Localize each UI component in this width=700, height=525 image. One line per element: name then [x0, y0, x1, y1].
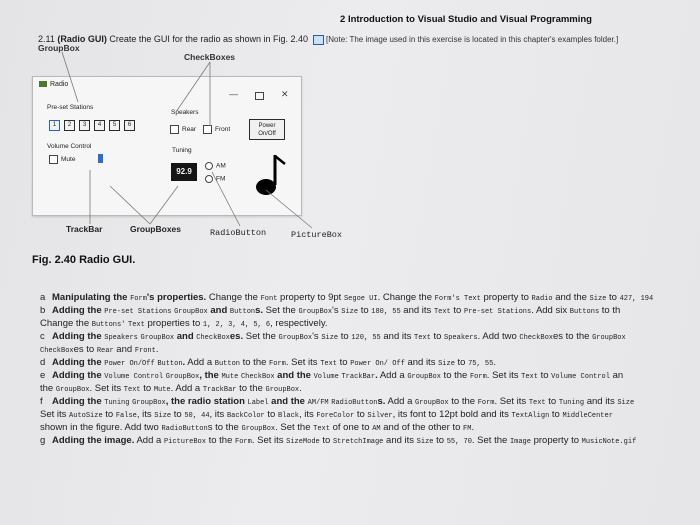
step-text-run: Size	[438, 360, 455, 368]
step-text-run: Front	[134, 347, 156, 355]
step-f-continued	[40, 422, 700, 435]
step-text-run: .	[375, 370, 378, 381]
fm-radio-dot[interactable]	[205, 175, 213, 183]
step-text-run: Tuning	[104, 399, 130, 407]
step-letter: e	[40, 370, 46, 381]
step-text-run: Power On/Off	[104, 360, 155, 368]
music-note-icon	[247, 151, 287, 197]
step-text-run: . Add six	[531, 305, 570, 316]
step-letter: f	[40, 396, 43, 407]
front-label: Front	[215, 126, 231, 134]
step-text-run: AM	[372, 425, 381, 433]
step-text-run: to	[102, 409, 116, 420]
step-text-run: Black	[277, 412, 299, 420]
step-text-run: Silver	[367, 412, 393, 420]
station-label: 92.9	[171, 163, 197, 181]
step-text-run: to	[430, 331, 445, 342]
step-text-run: es to the	[552, 331, 593, 342]
am-label: AM	[216, 162, 226, 170]
step-text-run: to the	[236, 383, 266, 394]
step-text-run: and of the other to	[380, 422, 464, 433]
step-text-run: s to the	[207, 422, 242, 433]
step-text-run: 's	[312, 331, 322, 342]
step-text-run: . Set its	[89, 383, 124, 394]
step-text-run: , the radio station	[165, 396, 248, 407]
step-text-run: .	[471, 422, 475, 433]
step-text-run: Manipulating the	[52, 292, 131, 303]
rear-checkbox[interactable]	[170, 125, 196, 134]
step-text-run: and its	[380, 331, 415, 342]
step-text-run: of one to	[329, 422, 373, 433]
step-text-run: Buttons'	[91, 321, 126, 329]
step-text-run: to	[450, 305, 464, 316]
caption-picturebox: PictureBox	[291, 230, 343, 240]
step-text-run: and the	[552, 292, 590, 303]
step-text-run: to	[606, 292, 620, 303]
front-checkbox[interactable]	[203, 125, 230, 134]
video-icon	[313, 35, 324, 45]
step-text-run: es to	[73, 344, 97, 355]
step-text-run: Size	[154, 412, 172, 420]
step-text-run: to	[549, 409, 563, 420]
step-text-run: 50, 44	[184, 412, 210, 420]
volume-control-title: Volume Control	[47, 143, 92, 150]
step-text-run: GroupBox	[278, 334, 313, 342]
step-text-run: . Set the	[471, 435, 510, 446]
step-text-run: CheckBox	[196, 334, 230, 342]
step-text-run: Button	[229, 308, 256, 316]
step-text-run: TrackBar	[341, 373, 376, 381]
step-text-run: Text	[313, 425, 330, 433]
volume-trackbar-thumb[interactable]	[98, 154, 103, 163]
step-text-run: and its	[400, 305, 434, 316]
step-text-run: GroupBox	[165, 373, 200, 381]
step-text-run: and	[174, 331, 197, 342]
tuning-groupbox	[169, 145, 249, 189]
step-text-run: . Set its	[285, 357, 321, 368]
step-text-run: s.	[255, 305, 264, 316]
step-text-run: Form	[269, 360, 286, 368]
step-text-run: to	[338, 331, 352, 342]
speakers-title: Speakers	[171, 109, 199, 116]
step-text-run: Text	[128, 321, 145, 329]
step-text-run: es.	[229, 331, 244, 342]
step-text-run: , its	[136, 409, 155, 420]
step-d	[40, 357, 700, 370]
step-text-run: GroupBox	[132, 399, 166, 407]
step-text-run: RadioButton	[161, 425, 208, 433]
step-text-run: FM	[463, 425, 472, 433]
step-text-run: 's	[332, 305, 342, 316]
step-text-run: to	[433, 435, 447, 446]
exercise-title: (Radio GUI)	[57, 34, 107, 44]
step-text-run: .	[299, 383, 302, 394]
step-text-run: to	[537, 370, 552, 381]
step-text-run: Form	[130, 295, 147, 303]
label-groupbox: GroupBox	[38, 43, 80, 53]
step-text-run: RadioButton	[331, 399, 378, 407]
step-text-run: Button	[157, 360, 183, 368]
mute-checkbox[interactable]	[49, 155, 75, 164]
step-text-run: Pre-set Stations	[104, 308, 172, 316]
step-text-run: property to 9pt	[277, 292, 344, 303]
step-text-run: shown in the figure. Add two	[40, 422, 162, 433]
step-text-run: Set its	[40, 409, 70, 420]
step-text-run: property to	[530, 435, 582, 446]
step-text-run: CheckBox	[40, 347, 74, 355]
step-f	[40, 396, 700, 409]
step-letter: c	[40, 331, 45, 342]
step-text-run: . Set its	[494, 396, 529, 407]
step-letter: g	[40, 435, 46, 446]
preset-button-6[interactable]: 6	[124, 120, 135, 131]
step-letter: b	[40, 305, 46, 316]
step-text-run: Volume Control	[104, 373, 164, 381]
step-text-run: 120, 55	[351, 334, 381, 342]
step-text-run: Adding the	[52, 305, 105, 316]
step-text-run: and	[113, 344, 135, 355]
minimize-button[interactable]: —	[229, 89, 238, 99]
step-g	[40, 435, 700, 448]
step-text-run: .	[493, 357, 496, 368]
step-text-run: Volume Control	[551, 373, 610, 381]
step-text-run: Adding the	[52, 331, 105, 342]
step-text-run: GroupBox	[407, 373, 441, 381]
preset-buttons	[49, 120, 135, 131]
step-text-run: 's properties.	[146, 292, 207, 303]
mute-label: Mute	[61, 156, 76, 164]
preset-button-5[interactable]: 5	[109, 120, 120, 131]
step-text-run: Text	[123, 386, 141, 394]
step-text-run: MiddleCenter	[562, 412, 613, 420]
step-text-run: Size	[341, 308, 359, 316]
step-text-run: Size	[617, 399, 635, 407]
step-c	[40, 331, 700, 344]
step-text-run: to	[319, 435, 333, 446]
step-text-run: Text	[521, 373, 538, 381]
step-e	[40, 370, 700, 383]
step-text-run: and the	[268, 396, 308, 407]
step-text-run: StretchImage	[332, 438, 384, 446]
step-text-run: CheckBox	[519, 334, 553, 342]
step-text-run: Adding the	[52, 370, 105, 381]
step-text-run: to the	[205, 435, 236, 446]
preset-button-3[interactable]: 3	[79, 120, 90, 131]
caption-radiobutton: RadioButton	[210, 228, 267, 238]
step-text-run: Power On/ Off	[350, 360, 405, 368]
preset-button-2[interactable]: 2	[64, 120, 75, 131]
caption-groupboxes: GroupBoxes	[130, 224, 182, 234]
step-text-run: to	[140, 383, 154, 394]
exercise-note: [Note: The image used in this exercise is located in this chapter's examples folder.]	[326, 35, 619, 44]
volume-control-groupbox	[41, 143, 153, 173]
step-text-run: to the	[239, 357, 270, 368]
step-text-run: Change the	[40, 318, 92, 329]
step-text-run: GroupBox	[415, 399, 449, 407]
front-checkbox-box[interactable]	[203, 125, 212, 134]
step-text-run: , the	[199, 370, 222, 381]
step-text-run: BackColor	[226, 412, 265, 420]
step-text-run: and its	[383, 435, 417, 446]
step-text-run: GroupBox	[265, 386, 300, 394]
step-a	[40, 292, 700, 305]
step-b-continued	[40, 318, 700, 331]
step-text-run: 427, 194	[619, 295, 654, 303]
step-text-run: 55, 70	[446, 438, 472, 446]
step-text-run: Add a	[134, 435, 164, 446]
step-f-continued	[40, 409, 700, 422]
step-text-run: .	[155, 344, 159, 355]
step-text-run: Size	[321, 334, 339, 342]
step-text-run: GroupBox	[592, 334, 626, 342]
step-text-run: , its	[298, 409, 317, 420]
instruction-steps	[40, 292, 700, 448]
step-text-run: Volume	[313, 373, 339, 381]
preset-stations-groupbox	[41, 103, 156, 138]
step-text-run: and	[207, 305, 230, 316]
step-text-run: GroupBox	[174, 308, 208, 316]
step-text-run: to	[354, 409, 368, 420]
step-text-run: to	[264, 409, 278, 420]
preset-button-1[interactable]: 1	[49, 120, 60, 131]
step-text-run: to th	[599, 305, 621, 316]
step-text-run: Button	[214, 360, 240, 368]
step-text-run: . Set the	[275, 422, 314, 433]
step-text-run: Radio	[531, 295, 553, 303]
step-e-continued	[40, 383, 700, 396]
step-text-run: . Set its	[251, 435, 287, 446]
step-b	[40, 305, 700, 318]
mute-checkbox-box[interactable]	[49, 155, 58, 164]
step-text-run: Adding the	[52, 396, 105, 407]
step-text-run: 75, 55	[468, 360, 494, 368]
step-text-run: Size	[416, 438, 434, 446]
step-text-run: to the	[448, 396, 478, 407]
step-text-run: Add a	[185, 357, 215, 368]
step-text-run: Speakers	[104, 334, 138, 342]
step-text-run: Form	[235, 438, 252, 446]
radio-window	[32, 76, 302, 216]
preset-stations-title: Pre-set Stations	[47, 104, 94, 111]
step-text-run: an	[609, 370, 624, 381]
am-radiobutton[interactable]	[205, 162, 226, 170]
step-text-run: . Change the	[377, 292, 435, 303]
rear-checkbox-box[interactable]	[170, 125, 179, 134]
step-text-run: False	[115, 412, 137, 420]
exercise-text: Create the GUI for the radio as shown in Fig. 2.40	[109, 34, 308, 44]
close-button[interactable]: ✕	[281, 89, 289, 99]
step-text-run: Adding the image.	[52, 435, 135, 446]
step-text-run: to	[454, 357, 469, 368]
exercise-statement	[38, 34, 678, 45]
rear-label: Rear	[182, 126, 197, 134]
figure-caption: Fig. 2.40 Radio GUI.	[32, 254, 136, 266]
power-label-line1: Power	[258, 123, 276, 129]
step-text-run: GroupBox	[241, 425, 276, 433]
step-text-run: GroupBox	[55, 386, 90, 394]
step-text-run: ForeColor	[316, 412, 355, 420]
step-text-run: . Add a	[170, 383, 203, 394]
step-text-run: Text	[414, 334, 431, 342]
step-text-run: Segoe UI	[343, 295, 378, 303]
step-text-run: TrackBar	[202, 386, 237, 394]
step-text-run: to	[337, 357, 351, 368]
step-text-run: SizeMode	[286, 438, 320, 446]
step-text-run: Set the	[263, 305, 299, 316]
step-text-run: . Add two	[477, 331, 520, 342]
step-text-run: Pre-set Stations	[463, 308, 532, 316]
step-text-run: GroupBox	[298, 308, 333, 316]
step-text-run: Add a	[385, 396, 416, 407]
step-c-continued	[40, 344, 700, 357]
step-text-run: the	[40, 383, 56, 394]
step-text-run: Buttons	[569, 308, 600, 316]
step-text-run: , its font to 12pt bold and its	[392, 409, 512, 420]
fm-label: FM	[216, 175, 226, 183]
step-text-run: Text	[320, 360, 337, 368]
step-text-run: Text	[528, 399, 546, 407]
step-letter: a	[40, 292, 46, 303]
step-text-run: Mute	[153, 386, 171, 394]
step-letter: d	[40, 357, 46, 368]
step-text-run: Text	[433, 308, 451, 316]
step-text-run: .	[182, 357, 186, 368]
step-text-run: to the	[440, 370, 470, 381]
step-text-run: and its	[584, 396, 618, 407]
power-button[interactable]	[249, 119, 285, 140]
step-text-run: , respectively.	[270, 318, 328, 329]
step-text-run: TextAlign	[511, 412, 550, 420]
step-text-run: Speakers	[444, 334, 478, 342]
exercise-number: 2.11	[38, 34, 55, 44]
step-text-run: 180, 55	[371, 308, 401, 316]
step-text-run: property to	[480, 292, 532, 303]
step-text-run: Rear	[96, 347, 114, 355]
power-label-line2: On/Off	[258, 131, 276, 137]
chapter-header: 2 Introduction to Visual Studio and Visual Programming	[340, 14, 592, 25]
step-text-run: to	[171, 409, 185, 420]
step-text-run: CheckBox	[240, 373, 275, 381]
speakers-groupbox	[169, 103, 243, 137]
caption-trackbar: TrackBar	[66, 224, 103, 234]
maximize-button[interactable]	[255, 92, 264, 100]
step-text-run: PictureBox	[163, 438, 206, 446]
step-text-run: Form	[477, 399, 495, 407]
step-text-run: to	[545, 396, 559, 407]
label-checkboxes: CheckBoxes	[184, 52, 236, 62]
step-text-run: Label	[247, 399, 269, 407]
step-text-run: to	[358, 305, 372, 316]
window-title-text: Radio	[50, 81, 69, 88]
am-radio-dot[interactable]	[205, 162, 213, 170]
step-text-run: Tuning	[558, 399, 585, 407]
step-text-run: Add a	[377, 370, 408, 381]
step-text-run: Form's Text	[434, 295, 481, 303]
step-text-run: AutoSize	[69, 412, 103, 420]
step-text-run: Set the	[243, 331, 279, 342]
step-text-run: , its	[209, 409, 227, 420]
step-text-run: Mute	[221, 373, 239, 381]
step-text-run: s.	[377, 396, 386, 407]
fm-radiobutton[interactable]	[205, 175, 225, 183]
step-text-run: MusicNote.gif	[581, 438, 637, 446]
step-text-run: and its	[404, 357, 439, 368]
step-text-run: Form	[469, 373, 487, 381]
step-text-run: Adding the	[52, 357, 105, 368]
step-text-run: . Set its	[486, 370, 522, 381]
step-text-run: Font	[260, 295, 278, 303]
step-text-run: GroupBox	[140, 334, 175, 342]
step-text-run: AM/FM	[307, 399, 329, 407]
step-text-run: and the	[274, 370, 314, 381]
step-text-run: Change the	[206, 292, 261, 303]
window-title	[39, 81, 68, 88]
step-text-run: Size	[589, 295, 607, 303]
step-text-run: 1, 2, 3, 4, 5, 6	[202, 321, 271, 329]
preset-button-4[interactable]: 4	[94, 120, 105, 131]
app-icon	[39, 81, 47, 87]
step-text-run: properties to	[144, 318, 203, 329]
step-text-run: Image	[509, 438, 531, 446]
tuning-title: Tuning	[172, 147, 192, 154]
